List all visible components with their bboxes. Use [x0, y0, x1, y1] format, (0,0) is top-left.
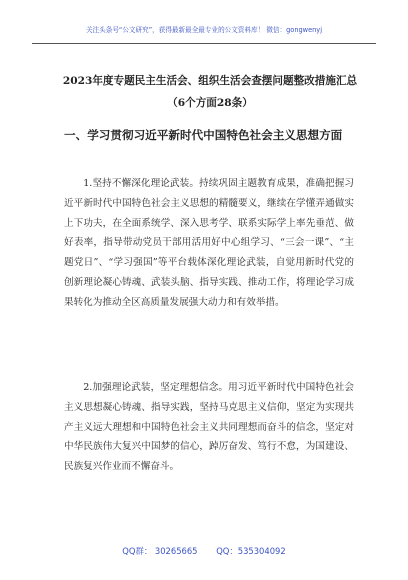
footer-contacts — [0, 545, 408, 557]
header-promo-banner: 关注头条号“公文研究”，获得最新最全最专业的公文资料库！ 微信：gongwenyj — [85, 26, 323, 34]
footer-qq-number: QQ：535304092 — [216, 546, 286, 556]
paragraph-1: 1.坚持不懈深化理论武装。持续巩固主题教育成果，准确把握习近平新时代中国特色社会主义思想的精髓要义，继续在学懂弄通做实上下功夫，在全面系统学、深入思考学、联系实际学上率先垂范、做好表率，指导带动党员干部用活用好中心组学习、“三会一课”、“主题党日”、“学习强国”等平台载体深化理论武装，自觉用新时代党的创新理论凝心铸魂、武装头脑、指导实践、推动工作，将理论学习成果转化为推动全区高质量发展强大动力和有效举措。 — [64, 178, 354, 308]
header-divider — [32, 43, 376, 44]
paragraph-2: 2.加强理论武装，坚定理想信念。用习近平新时代中国特色社会主义思想凝心铸魂、指导实践，坚持马克思主义信仰，坚定为实现共产主义远大理想和中国特色社会主义共同理想而奋斗的信念，坚定对中华民族伟大复兴中国梦的信心，踔厉奋发、笃行不怠，为国建设、民族复兴作业而不懈奋斗。 — [64, 382, 354, 473]
section-heading: 一、学习贯彻习近平新时代中国特色社会主义思想方面 — [64, 128, 343, 142]
document-title: 2023年度专题民主生活会、组织生活会查摆问题整改措施汇总（6个方面28条） — [62, 75, 358, 109]
footer-qq-group: QQ群： 30265665 — [122, 546, 198, 556]
